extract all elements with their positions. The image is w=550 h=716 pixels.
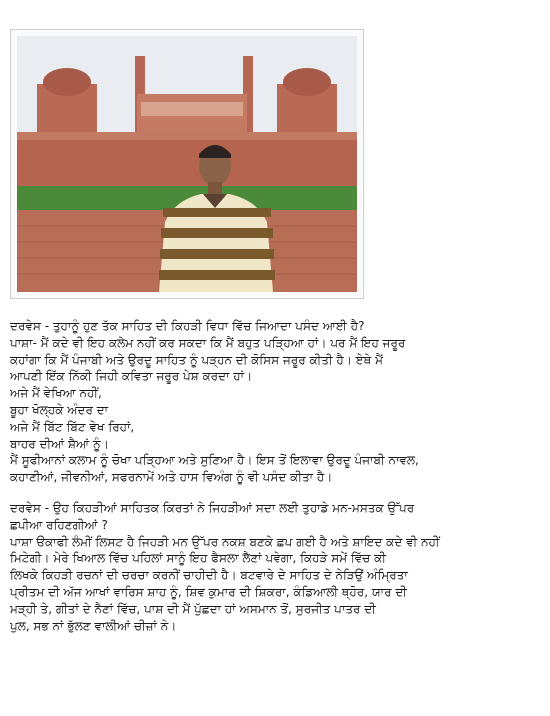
poem-line: ਬਾਹਰ ਦੀਆਂ ਸ਼ੈਆਂ ਨੂੰ। [10,436,109,451]
answer-2-line: ਪਾਸ਼ਾ ੳਕਾਫੀ ਲੰਮੀਂ ਲਿਸਟ ਹੈ ਜਿਹੜੀ ਮਨ ਉੱਪਰ ਨਕਸ਼ ਬਣਕੇ ਛਪ ਗਈ ਹੈ ਅਤੇ ਸ਼ਾਇਦ ਕਦੇ ਵੀ ਨਹੀਂ [10,534,440,549]
poem-line: ਅਜੇ ਮੈਂ ਬਿੱਟ ਬਿੱਟ ਵੇਖ ਰਿਹਾਂ, [10,419,135,434]
answer-2-line: ਪ੍ਰੀਤਮ ਦੀ ਅੱਜ ਆਖਾਂ ਵਾਰਿਸ ਸ਼ਾਹ ਨੂੰ, ਸ਼ਿਵ ਕੁਮਾਰ ਦੀ ਸ਼ਿਕਰਾ, ਕੰਡਿਆਲੀ ਥ੍ਹੋਰ, ਯਾਰ ਦੀ [10,584,407,599]
portrait-photo [10,29,364,299]
answer-1-line: ਆਪਣੀ ਇੱਕ ਨਿੱਕੀ ਜਿਹੀ ਕਵਿਤਾ ਜਰੂਰ ਪੇਸ਼ ਕਰਦਾ ਹਾਂ। [10,369,253,384]
answer-2-line: ਮਿਟੇਗੀ। ਮੇਰੇ ਖਿਆਲ ਵਿੱਚ ਪਹਿਲਾਂ ਸਾਨੂੰ ਇਹ ਫੈਸਲਾ ਲੈਣਾਂ ਪਵੇਗਾ, ਕਿਹੜੇ ਸਮੇਂ ਵਿੱਚ ਕੀ [10,551,386,566]
answer-1-line: ਮੈਂ ਸੂਫੀਆਨਾਂ ਕਲਾਮ ਨੂੰ ਚੋਖਾ ਪੜ੍ਹਿਆ ਅਤੇ ਸੁਣਿਆ ਹੈ। ਇਸ ਤੋਂ ਇਲਾਵਾ ਉਰਦੂ ਪੰਜਾਬੀ ਨਾਵਲ, [10,453,419,468]
answer-1-line: ਕਹਾਣੀਆਂ, ਜੀਵਨੀਆਂ, ਸਫਰਨਾਮੇਂ ਅਤੇ ਹਾਸ ਵਿਅੰਗ ਨੂੰ ਵੀ ਪਸੰਦ ਕੀਤਾ ਹੈ। [10,470,333,485]
answer-2-line: ਲਿਖਕੇ ਕਿਹੜੀ ਰਚਨਾਂ ਦੀ ਚਰਚਾ ਕਰਨੀਂ ਚਾਹੀਦੀ ਹੈ। ਬਟਵਾਰੇ ਦੇ ਸਾਹਿਤ ਦੇ ਨੇੜਿਉਂ ਅੰਮ੍ਰਿਤਾ [10,568,408,583]
question-1: ਦਰਵੇਸ - ਤੁਹਾਨੂੰ ਹੁਣ ਤੱਕ ਸਾਹਿਤ ਦੀ ਕਿਹੜੀ ਵਿਧਾ ਵਿੱਚ ਜਿਆਦਾ ਪਸੰਦ ਆਈ ਹੈ? [10,319,365,333]
paragraph-gap [10,486,540,500]
red-fort-portrait-image [17,36,357,292]
question-2-line: ਛਪੀਆ ਰਹਿਣਗੀਆਂ ? [10,517,108,532]
poem-line: ਅਜੇ ਮੈਂ ਵੇਖਿਆ ਨਹੀਂ, [10,386,102,401]
answer-2-line: ਮੜ੍ਹੀ ਤੇ, ਗੀਤਾਂ ਦੇ ਨੈਣਾਂ ਵਿੱਚ, ਪਾਸ਼ ਦੀ ਮੈਂ ਪੁੱਛਦਾ ਹਾਂ ਅਸਮਾਨ ਤੋਂ, ਸੁਰਜੀਤ ਪਾਤਰ ਦੀ [10,601,376,616]
answer-1-line: ਪਾਸ਼ਾ- ਮੈਂ ਕਦੇ ਵੀ ਇਹ ਕਲੇਮ ਨਹੀਂ ਕਰ ਸਕਦਾ ਕਿ ਮੈਂ ਬਹੁਤ ਪੜ੍ਹਿਆ ਹਾਂ। ਪਰ ਮੈਂ ਇਹ ਜਰੂਰ [10,335,406,350]
answer-2-line: ਪੁਲ, ਸਭ ਨਾਂ ਭੁੱਲਣ ਵਾਲੀਆਂ ਚੀਜ਼ਾਂ ਨੇ। [10,618,177,633]
poem-line: ਬੂਹਾ ਖੋਲ੍ਹਕੇ ਅੰਦਰ ਦਾ [10,402,109,417]
question-2-line: ਦਰਵੇਸ - ਉਹ ਕਿਹੜੀਆਂ ਸਾਹਿਤਕ ਕਿਰਤਾਂ ਨੇ ਜਿਹੜੀਆਂ ਸਦਾ ਲਈ ਤੁਹਾਡੇ ਮਨ-ਮਸਤਕ ਉੱਪਰ [10,500,415,515]
answer-1-line: ਕਹਾਂਗਾ ਕਿ ਮੈਂ ਪੰਜਾਬੀ ਅਤੇ ਉਰਦੂ ਸਾਹਿਤ ਨੂੰ ਪੜ੍ਹਨ ਦੀ ਕੋਸਿਸ ਜਰੂਰ ਕੀਤੀ ਹੈ। ਏਥੇ ਮੈਂ [10,352,383,367]
interview-text [10,318,540,634]
